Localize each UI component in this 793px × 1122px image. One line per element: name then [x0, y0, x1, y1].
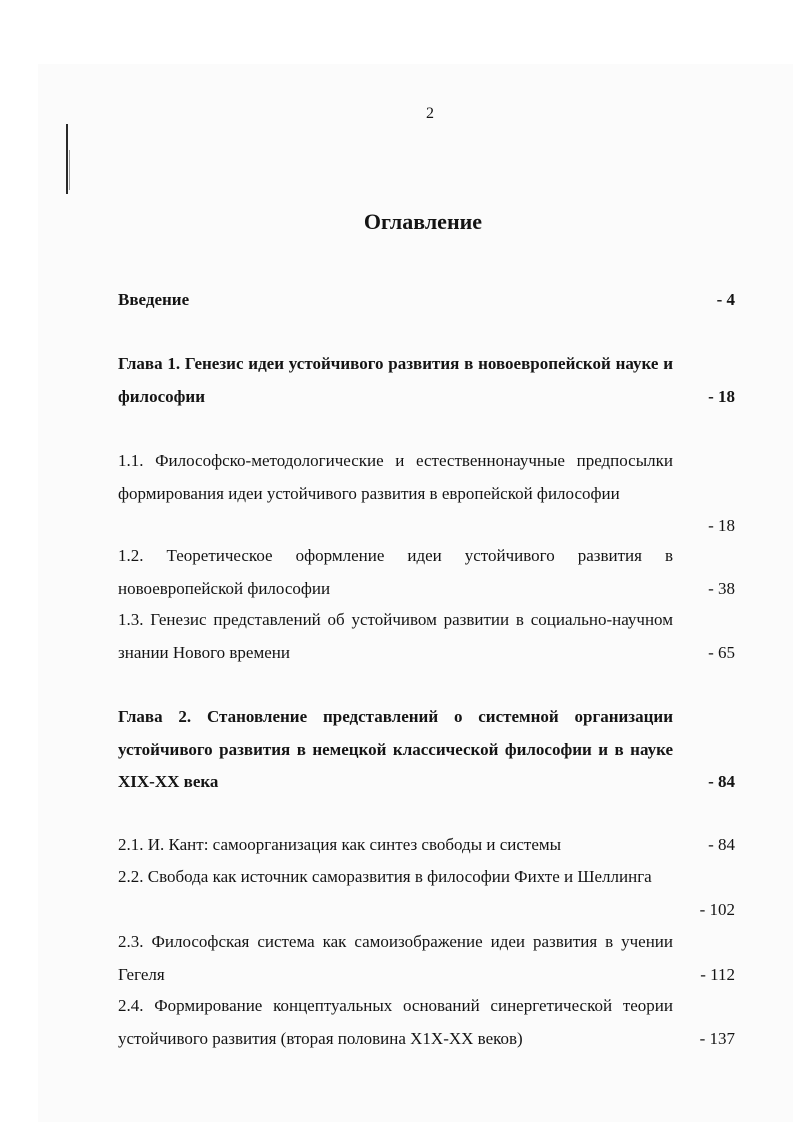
toc-entry-page: - 84 [708, 835, 735, 854]
toc-entry-text: Глава 2. Становление представлений о системной организации устойчивого развития в немецкой классической философии и в науке XIX-XX века [118, 707, 673, 791]
toc-entry-page: - 38 [708, 578, 735, 598]
toc-entry-text: Введение [118, 290, 190, 309]
toc-entry-page: - 4 [716, 290, 735, 309]
toc-entry-text: 1.2. Теоретическое оформление идеи устойчивого развития в новоевропейской философии [118, 546, 673, 598]
toc-entry-text: 2.3. Философская система как самоизображение идеи развития в учении Гегеля [118, 932, 673, 984]
toc-entry-page: - 84 [708, 772, 735, 791]
toc-entry-page: - 137 [699, 1028, 735, 1048]
toc-title: Оглавление [363, 209, 483, 234]
toc-entry-page: - 18 [708, 386, 735, 406]
scan-artifact-line-faint [69, 150, 70, 190]
scan-artifact-line [66, 124, 68, 194]
toc-entry-text: 1.3. Генезис представлений об устойчивом развитии в социально-научном знании Нового времени [118, 610, 673, 662]
toc-entry-page: - 65 [708, 642, 735, 662]
toc-entry-text: 2.1. И. Кант: самоорганизация как синтез свободы и системы [118, 835, 562, 854]
toc-entry-page: - 112 [700, 964, 735, 984]
toc-entry-text: 1.1. Философско-методологические и естественнонаучные предпосылки формирования идеи устойчивого развития в европейской философии [118, 451, 673, 503]
toc-entry-text: 2.2. Свобода как источник саморазвития в философии Фихте и Шеллинга [118, 867, 652, 886]
toc-entry-text: 2.4. Формирование концептуальных оснований синергетической теории устойчивого развития (вторая половина Х1Х-ХХ веков) [118, 996, 673, 1048]
toc-entry-page: - 18 [708, 516, 735, 535]
toc-entry-page: - 102 [699, 899, 735, 919]
page-number: 2 [426, 105, 434, 122]
toc-entry-text: Глава 1. Генезис идеи устойчивого развития в новоевропейской науке и философии [118, 354, 673, 406]
